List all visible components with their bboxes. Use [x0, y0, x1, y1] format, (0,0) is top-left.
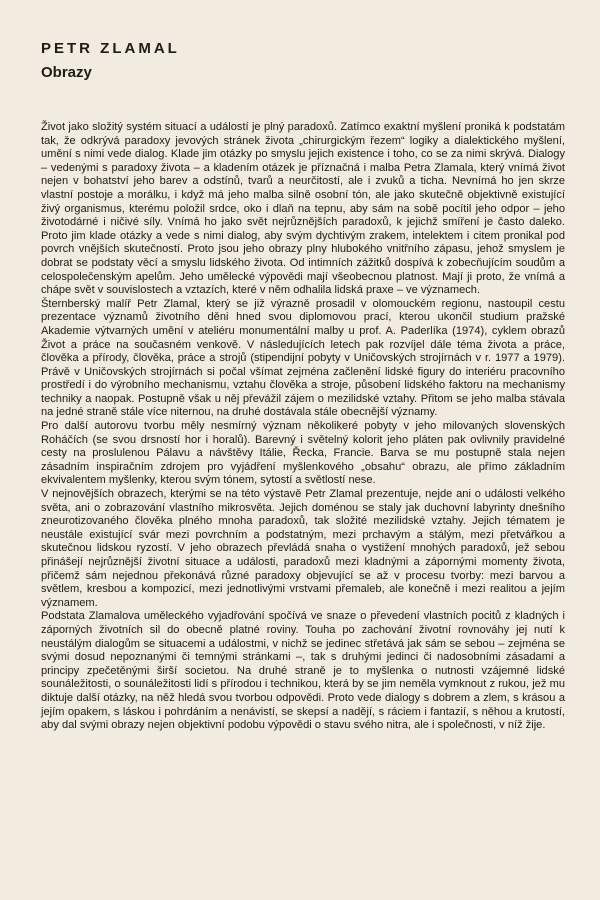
- paragraph-1: Život jako složitý systém situací a událostí je plný paradoxů. Zatímco exaktní myšlení proniká k podstatám tak, že odkrývá paradoxy jevových stránek života „chirurgickým řezem“ logiky a dialektického myšlení, umění s nimi vede dialog. Klade jim otázky po smyslu jejich existence i toho, co se za nimi skrývá. Dialogy – vedenými s paradoxy života – a kladením otázek je příznačná i malba Petra Zlamala, který vnímá život nejen v bohatství jeho barev a odstínů, tvarů a neurčitostí, ale i zvuků a ticha. Nevnímá ho jen skrze vlastní postoje a morálku, i když má jeho malba silně osobní tón, ale jako skutečně objektivně existující živý organismus, kterému položil srdce, oko i dlaň na tepnu, aby sám na sobě pocítil jeho odpor – jeho životodárné i ničivé síly. Vnímá ho jako svět nejrůznějších paradoxů, k jejichž smíření je často daleko. Proto jim klade otázky a vede s nimi dialog, aby svým dychtivým zrakem, intelektem i citem pronikal pod povrch vnějších skutečností. Proto jsou jeho obrazy plny hlubokého vnitřního zápasu, jehož smyslem je dobrat se podstaty věcí a smyslu lidského života. Od intimních zážitků dospívá k zobecňujícím soudům a celospolečenským apelům. Jeho umělecké výpovědi mají všeobecnou platnost. Mají ji proto, že vnímá a chápe svět v souvislostech a vztazích, které v něm odhalila lidská praxe – ve významech.: [41, 121, 565, 297]
- paragraph-5: Podstata Zlamalova uměleckého vyjadřování spočívá ve snaze o převedení vlastních pocitů z kladných i záporných životních sil do obecně platné roviny. Touha po zachování životní rovnováhy jej nutí k neustálým dialogům se situacemi a událostmi, v nichž se jedinec střetává jak sám se sebou – zejména se svými dosud nepoznanými či temnými stránkami –, tak s druhými jedinci či nadosobními zásadami a principy zpečetěnými širší societou. Na druhé straně je to myšlenka o nutnosti vzájemné lidské sounáležitosti, o sounáležitosti lidí s přírodou i technikou, která by se jim neměla vymknout z rukou, jež mu diktuje další otázky, na něž hledá svou tvorbou odpovědi. Proto vede dialogy s dobrem a zlem, s krásou a jejím opakem, s láskou i pohrdáním a nenávistí, se skepsí a nadějí, s ráciem i fantazií, s něhou a krutostí, aby dal svými obrazy nejen objektivní podobu výpovědi o stavu svého nitra, ale i společnosti, v níž žije.: [41, 610, 565, 732]
- paragraph-2: Šternberský malíř Petr Zlamal, který se již výrazně prosadil v olomouckém regionu, nastoupil cestu prezentace významů životního děni hned svou diplomovou prací, kterou ukončil studium pražské Akademie výtvarných umění v ateliéru monumentální malby u prof. A. Paderlíka (1974), cyklem obrazů Život a práce na současném venkově. V následujících letech pak rozvíjel dále téma života a práce, člověka a přírody, člověka, práce a strojů (stipendijní pobyty v Uničovských strojírnách v r. 1977 a 1979). Právě v Uničovských strojírnách si počal všímat zejména začlenění lidské figury do interiéru pracovního prostředí i do výrobního mechanismu, vztahu člověka a stroje, působení lidského faktoru na mechanismy techniky a naopak. Postupně však u něj převážil zájem o mezilidské vztahy. Přitom se jeho malba stávala na jedné straně stále více niternou, na druhé dostávala stále obecnější významy.: [41, 297, 565, 419]
- essay-text: [41, 121, 565, 733]
- author-name: PETR ZLAMAL: [41, 40, 180, 57]
- paragraph-4: V nejnovějších obrazech, kterými se na této výstavě Petr Zlamal prezentuje, nejde ani o události velkého světa, ani o zobrazování vlastního mikrosvěta. Jejich doménou se staly jak duchovní labyrinty dnešního zneurotizovaného člověka plného mnoha paradoxů, tak složité mezilidské vztahy. Jejich tématem je neustále existující svár mezi povrchním a podstatným, mezi prchavým a stálým, mezi přetvářkou a skutečnou lidskou ryzostí. V jeho obrazech převládá snaha o vystižení mnohých paradoxů, jež sebou přinášejí nejrůznější životní situace a události, paradoxů mezi kladnými a zápornými momenty života, přičemž sám nejednou překonává různé paradoxy objevující se až v procesu tvorby: mezi barvou a světlem, kresbou a kompozicí, mezi jednotlivými vrstvami přemaleb, ale konečně i mezi realitou a jejím významem.: [41, 488, 565, 609]
- page-title: Obrazy: [41, 64, 92, 81]
- paragraph-3: Pro další autorovu tvorbu měly nesmírný význam několikeré pobyty v jeho milovaných slovenských Roháčích (se svou drsností hor i horalů). Barevný i světelný kolorit jeho pláten pak ovlivnily pravidelné cesty na proslulenou Pálavu a návštěvy Itálie, Řecka, Francie. Barva se mu postupně stala nejen zásadním inspiračním zdrojem pro vyjádření myšlenkového „obsahu“ obrazu, ale přímo základním ekvivalentem myšlenky, kterou svým tónem, sytostí a světlostí nese.: [41, 420, 565, 487]
